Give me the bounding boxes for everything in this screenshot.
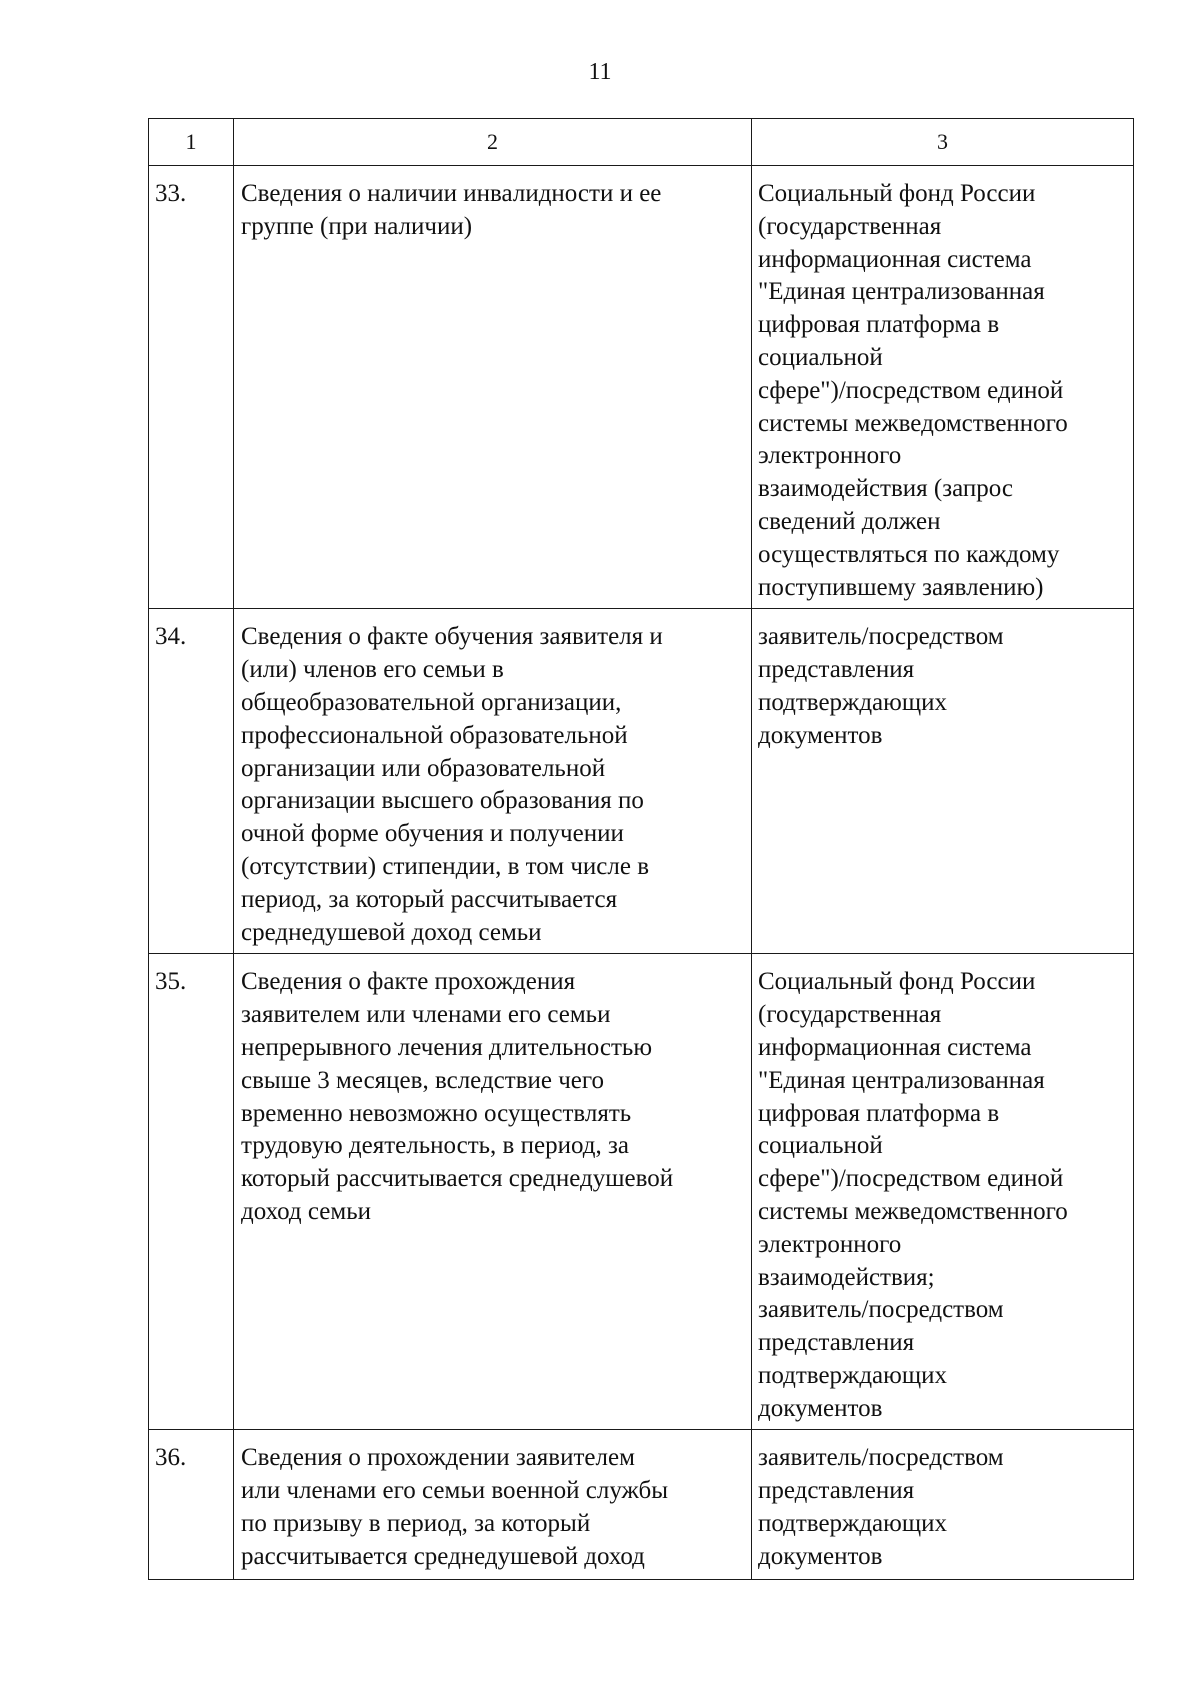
source-cell [752, 609, 1134, 954]
description-cell [234, 609, 752, 954]
row-number-cell [149, 166, 234, 609]
row-number: 36. [155, 1444, 187, 1472]
row-number: 35. [155, 968, 187, 996]
row-number: 34. [155, 623, 187, 651]
table-row [149, 954, 1134, 1430]
page-number: 11 [588, 59, 612, 85]
table-row [149, 166, 1134, 609]
row-number: 33. [155, 180, 187, 207]
column-header-2: 2 [234, 119, 752, 166]
row-source: Социальный фонд России (государственная информационная система "Единая централизованная цифровая платформа в социальной сфере")/посредством единой системы межведомственного электронного взаимодействия (запрос сведений должен осуществляться по каждому поступившему заявлению) [758, 180, 1068, 601]
table-row [149, 609, 1134, 954]
row-source: заявитель/посредством представления подтверждающих документов [758, 1444, 1004, 1570]
row-source: Социальный фонд России (государственная информационная система "Единая централизованная цифровая платформа в социальной сфере")/посредством единой системы межведомственного электронного взаимодействия; заявитель/посредством представления подтверждающих документов [758, 968, 1068, 1422]
column-header-3: 3 [752, 119, 1134, 166]
row-description: Сведения о прохождении заявителем или членами его семьи военной службы по призыву в период, за который рассчитывается среднедушевой доход [241, 1444, 669, 1570]
row-number-cell [149, 609, 234, 954]
description-cell [234, 954, 752, 1430]
row-description: Сведения о наличии инвалидности и ее группе (при наличии) [241, 180, 662, 240]
source-cell [752, 954, 1134, 1430]
row-description: Сведения о факте прохождения заявителем или членами его семьи непрерывного лечения длительностью свыше 3 месяцев, вследствие чего временно невозможно осуществлять трудовую деятельность, в период, за который рассчитывается среднедушевой доход семьи [241, 968, 674, 1225]
column-header-1: 1 [149, 119, 234, 166]
row-number-cell [149, 1430, 234, 1580]
row-description: Сведения о факте обучения заявителя и (или) членов его семьи в общеобразовательной организации, профессиональной образовательной организации или образовательной организации высшего образования по очной форме обучения и получении (отсутствии) стипендии, в том числе в период, за который рассчитывается среднедушевой доход семьи [241, 623, 663, 946]
row-source: заявитель/посредством представления подтверждающих документов [758, 623, 1004, 749]
source-cell [752, 1430, 1134, 1580]
table-header-row [149, 119, 1134, 166]
description-cell [234, 166, 752, 609]
data-table [148, 118, 1134, 1580]
row-number-cell [149, 954, 234, 1430]
table-row [149, 1430, 1134, 1580]
source-cell [752, 166, 1134, 609]
description-cell [234, 1430, 752, 1580]
